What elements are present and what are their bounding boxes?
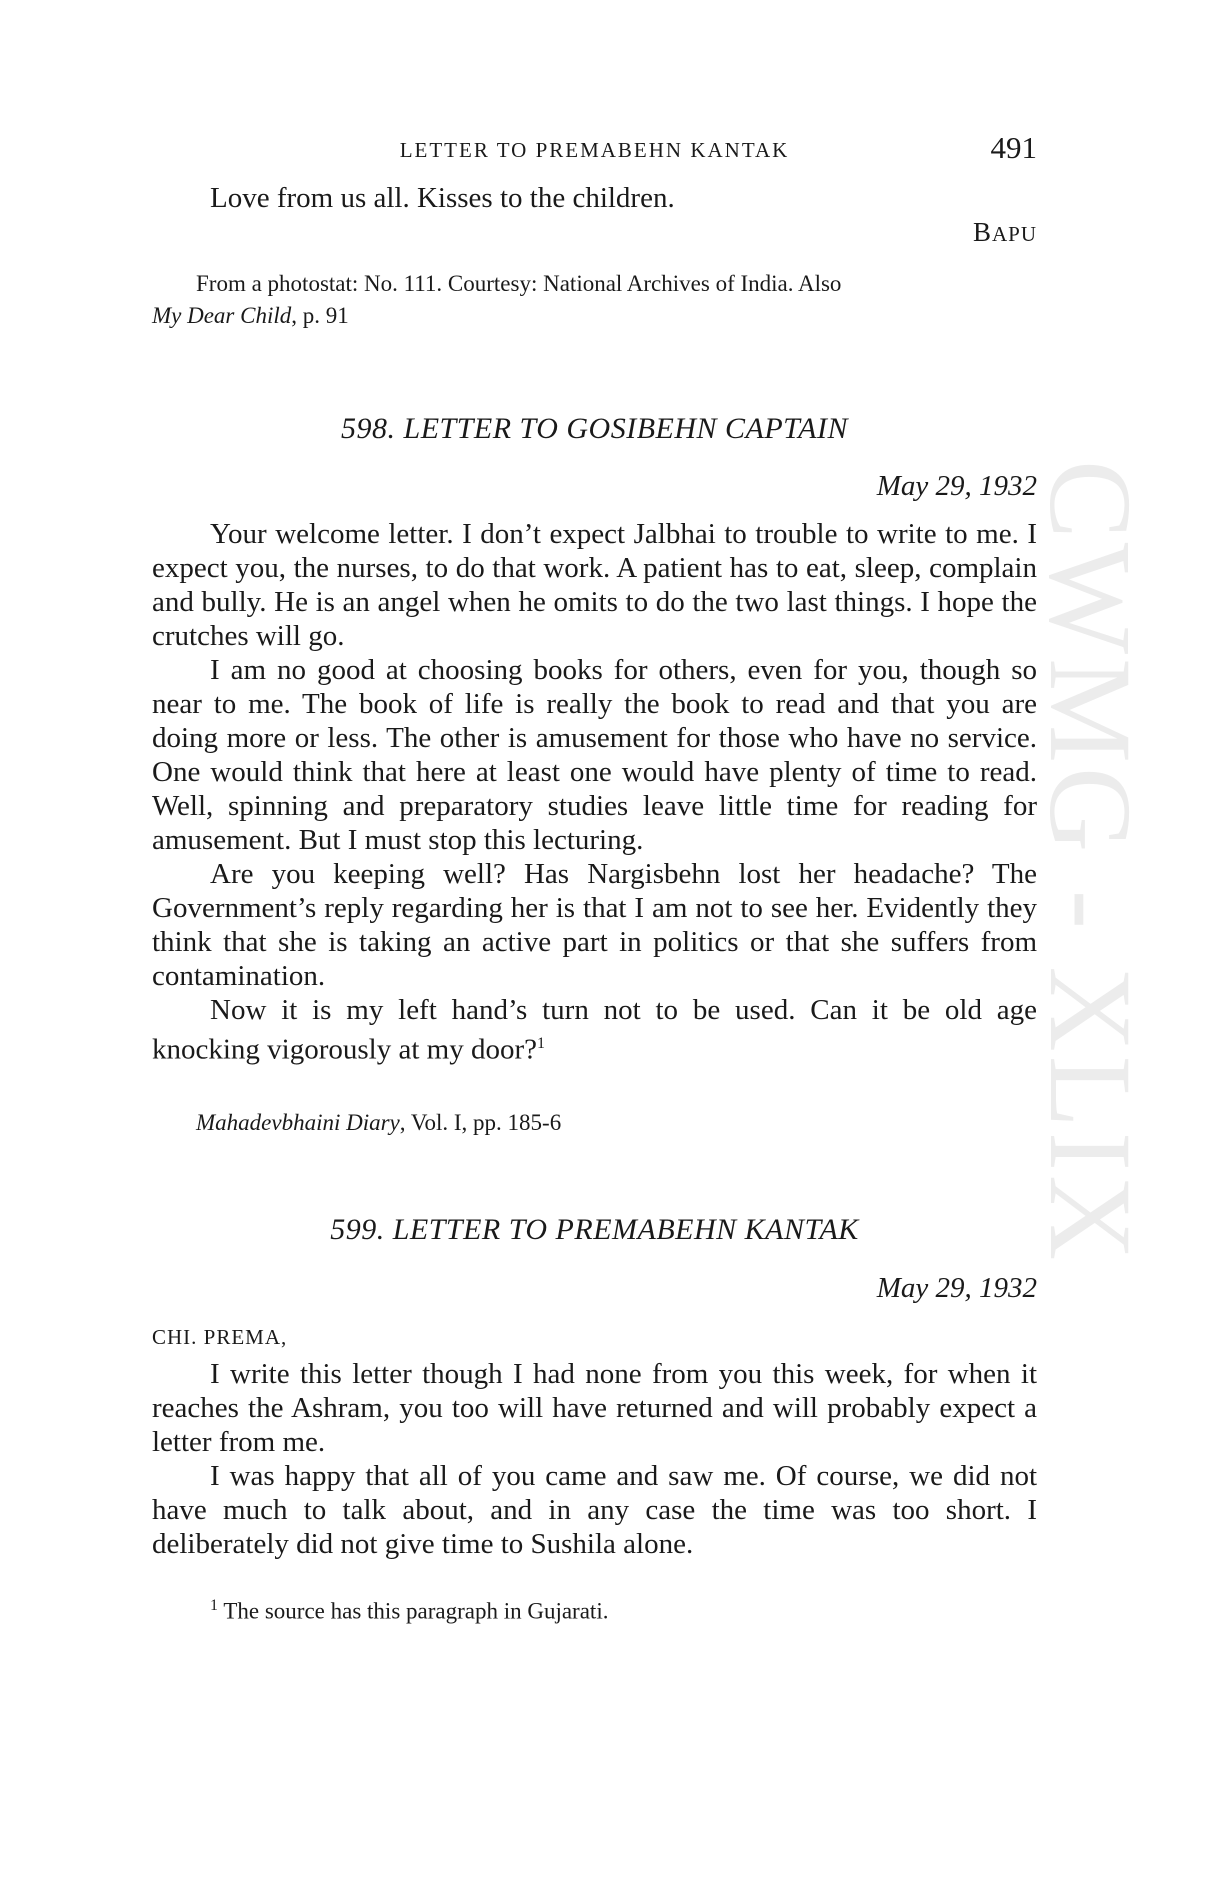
letter-599-date: May 29, 1932 — [876, 1272, 1037, 1304]
footnote-mark: 1 — [210, 1597, 218, 1614]
source-note-598 — [152, 1107, 1037, 1139]
source-line-598 — [152, 1107, 1037, 1139]
salutation: CHI. PREMA, — [152, 1325, 288, 1349]
source-598-rest: , Vol. I, pp. 185-6 — [399, 1110, 562, 1135]
watermark-text: CWMG - XLIX — [1025, 460, 1156, 1265]
footnote-text: The source has this paragraph in Gujarati. — [223, 1598, 609, 1624]
source-page: , p. 91 — [291, 303, 349, 328]
letter-599-paragraph-1: I write this letter though I had none from you this week, for when it reaches the Ashram, you too will have returned and will probably expect a letter from me. — [152, 1358, 1037, 1458]
letter-598-date: May 29, 1932 — [876, 470, 1037, 502]
source-598-title: Mahadevbhaini Diary — [196, 1110, 400, 1135]
running-title: LETTER TO PREMABEHN KANTAK — [399, 138, 790, 162]
letter-598-body — [152, 517, 1037, 1067]
letter-599-paragraph-2: I was happy that all of you came and saw me. Of course, we did not have much to talk about, and in any case the time was too short. I deliberately did not give time to Sushila alone. — [152, 1460, 1037, 1560]
letter-599-body — [152, 1357, 1037, 1561]
source-note-prev — [152, 268, 1037, 332]
running-header — [152, 130, 1037, 174]
footnote-ref: 1 — [537, 1035, 546, 1052]
letter-598-paragraph-2: I am no good at choosing books for others, even for you, though so near to me. The book of life is really the book to read and that you are doing more or less. The other is amusement for those who have no service. One would think that here at least one would have plenty of time to read. Well, spinning and preparatory studies leave little time for reading for amusement. But I must stop this lecturing. — [152, 654, 1037, 856]
footnote — [210, 1597, 1037, 1625]
page-number: 491 — [990, 130, 1037, 165]
source-line: From a photostat: No. 111. Courtesy: National Archives of India. Also — [196, 271, 842, 296]
letter-598-paragraph-3: Are you keeping well? Has Nargisbehn lost her headache? The Government’s reply regarding her is that I am not to see her. Evidently they think that she is taking an active part in politics or that she suffers from contamination. — [152, 858, 1037, 992]
letter-599-salutation — [152, 1325, 1037, 1350]
letter-598-paragraph-4 — [152, 993, 1037, 1067]
signature-rest: APU — [991, 222, 1037, 246]
letter-598-heading: 598. LETTER TO GOSIBEHN CAPTAIN — [341, 412, 848, 445]
source-book-title: My Dear Child — [152, 303, 292, 328]
signature-initial: B — [972, 217, 992, 247]
signature — [973, 217, 1037, 248]
letter-598-paragraph-4-text: Now it is my left hand’s turn not to be used. Can it be old age knocking vigorously at my door? — [152, 994, 1037, 1066]
letter-598-paragraph-1: Your welcome letter. I don’t expect Jalbhai to trouble to write to me. I expect you, the nurses, to do that work. A patient has to eat, sleep, complain and bully. He is an angel when he omits to do the two last things. I hope the crutches will go. — [152, 518, 1037, 652]
closing-line: Love from us all. Kisses to the children. — [210, 182, 675, 214]
source-line-2 — [152, 300, 1037, 332]
letter-599-heading: 599. LETTER TO PREMABEHN KANTAK — [330, 1213, 859, 1246]
